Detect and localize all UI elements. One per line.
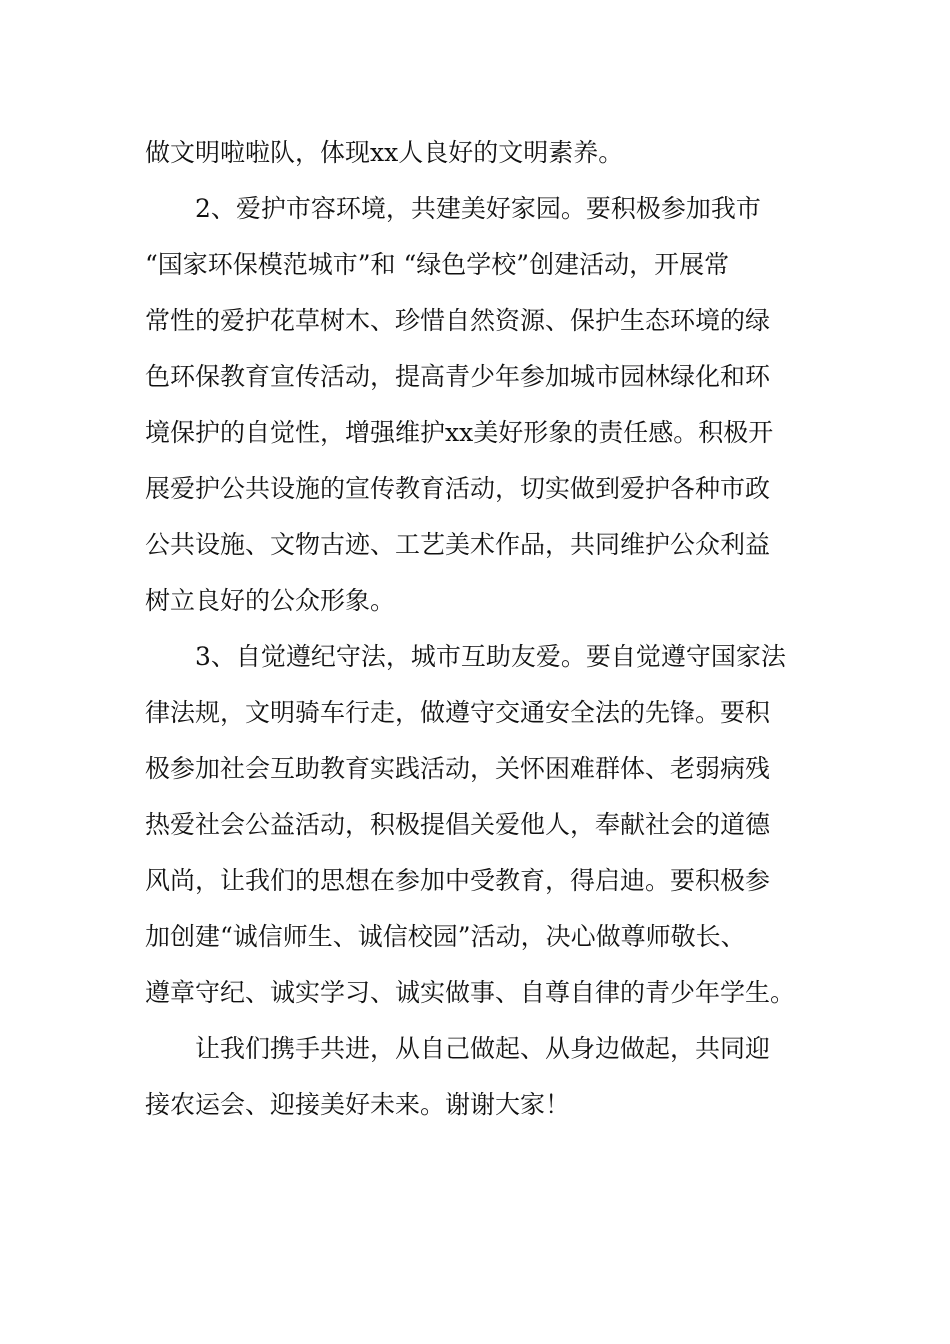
text-line: 树立良好的公众形象。: [145, 586, 396, 615]
text-line: 做文明啦啦队，体现xx人良好的文明素养。: [145, 138, 624, 167]
text-line: 让我们携手共进，从自己做起、从身边做起，共同迎: [170, 1034, 771, 1063]
text-line: 常性的爱护花草树木、珍惜自然资源、保护生态环境的绿: [145, 306, 771, 335]
text-line: 律法规，文明骑车行走，做遵守交通安全法的先锋。要积: [145, 698, 771, 727]
text-line: 展爱护公共设施的宣传教育活动，切实做到爱护各种市政: [145, 474, 771, 503]
text-line: 色环保教育宣传活动，提高青少年参加城市园林绿化和环: [145, 362, 771, 391]
text-line: “国家环保模范城市”和 “绿色学校”创建活动，开展常: [145, 250, 730, 279]
text-line: 热爱社会公益活动，积极提倡关爱他人，奉献社会的道德: [145, 810, 771, 839]
text-line: 风尚，让我们的思想在参加中受教育，得启迪。要积极参: [145, 866, 771, 895]
text-line: 2、爱护市容环境，共建美好家园。要积极参加我市: [170, 194, 761, 223]
text-line: 3、自觉遵纪守法，城市互助友爱。要自觉遵守国家法: [170, 642, 786, 671]
text-line: 境保护的自觉性，增强维护xx美好形象的责任感。积极开: [145, 418, 774, 447]
text-line: 加创建“诚信师生、诚信校园”活动，决心做尊师敬长、: [145, 922, 746, 951]
text-line: 接农运会、迎接美好未来。谢谢大家！: [145, 1090, 571, 1119]
document-body: [145, 125, 815, 1133]
text-line: 极参加社会互助教育实践活动，关怀困难群体、老弱病残: [145, 754, 771, 783]
text-line: 遵章守纪、诚实学习、诚实做事、自尊自律的青少年学生。: [145, 978, 796, 1007]
text-line: 公共设施、文物古迹、工艺美术作品，共同维护公众利益: [145, 530, 771, 559]
